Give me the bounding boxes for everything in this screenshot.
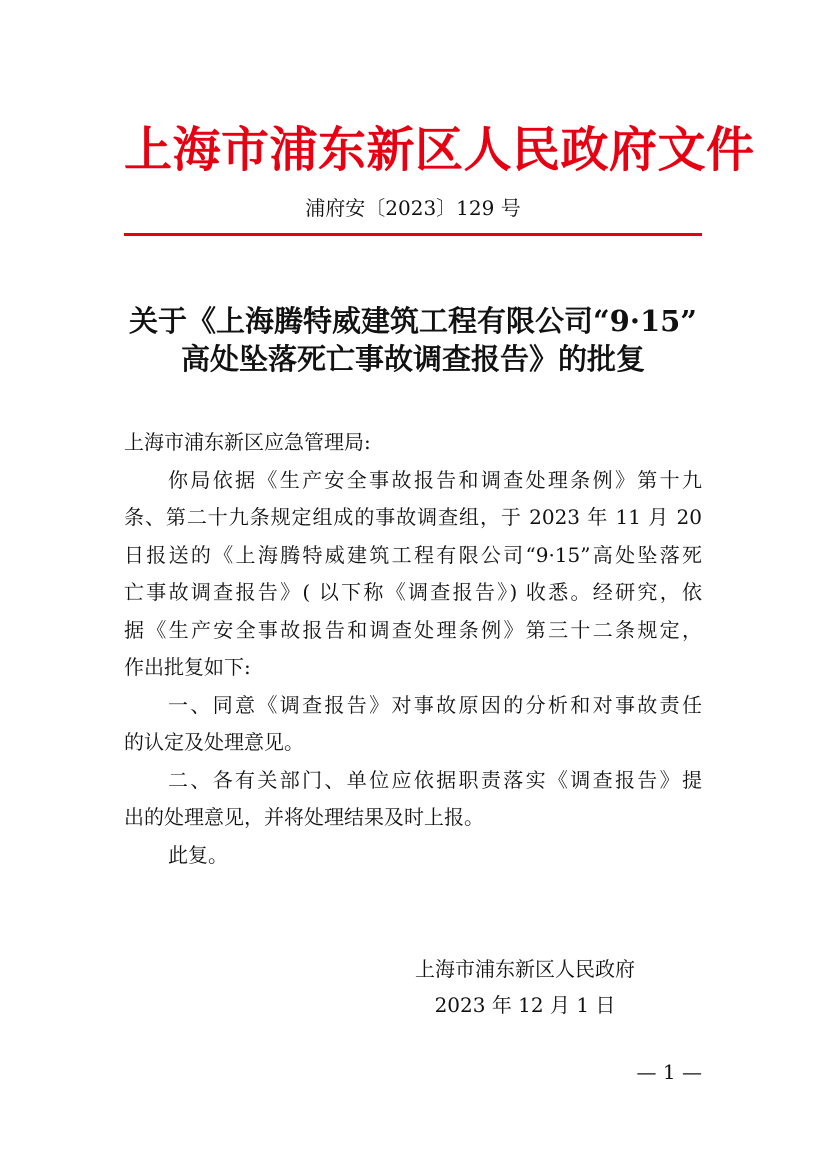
paragraph-1-line-2: 条、第二十九条规定组成的事故调查组，于 2023 年 11 月 20 (124, 505, 702, 529)
paragraph-1-line-6: 作出批复如下: (124, 655, 251, 679)
paragraph-1-line-3: 日报送的《上海腾特威建筑工程有限公司“9·15”高处坠落死 (124, 542, 702, 567)
item-1-line-2: 的认定及处理意见。 (124, 730, 304, 754)
paragraph-1-line-4: 亡事故调查报告》( 以下称《调查报告》) 收悉。经研究，依 (124, 580, 702, 604)
paragraph-1-line-1: 你局依据《生产安全事故报告和调查处理条例》第十九 (168, 467, 702, 492)
item-2-line-2: 出的处理意见，并将处理结果及时上报。 (124, 805, 484, 829)
red-separator-line (124, 233, 702, 236)
paragraph-1-line-5: 据《生产安全事故报告和调查处理条例》第三十二条规定， (124, 617, 702, 642)
document-title-line-1: 关于《上海腾特威建筑工程有限公司“9·15” (129, 304, 697, 338)
addressee: 上海市浦东新区应急管理局: (124, 430, 371, 454)
document-body (124, 424, 702, 874)
signature-date: 2023 年 12 月 1 日 (434, 993, 616, 1017)
issuer-title: 上海市浦东新区人民政府文件 (124, 122, 755, 178)
signature-organization: 上海市浦东新区人民政府 (415, 957, 635, 981)
document-number: 浦府安〔2023〕129 号 (305, 196, 521, 220)
closing-text: 此复。 (168, 842, 228, 867)
document-title (124, 302, 702, 378)
page-number: — 1 — (636, 1060, 702, 1084)
item-1-line-1: 一、同意《调查报告》对事故原因的分析和对事故责任 (168, 692, 702, 717)
document-title-line-2: 高处坠落死亡事故调查报告》的批复 (180, 342, 645, 376)
item-2-line-1: 二、各有关部门、单位应依据职责落实《调查报告》提 (168, 767, 702, 792)
